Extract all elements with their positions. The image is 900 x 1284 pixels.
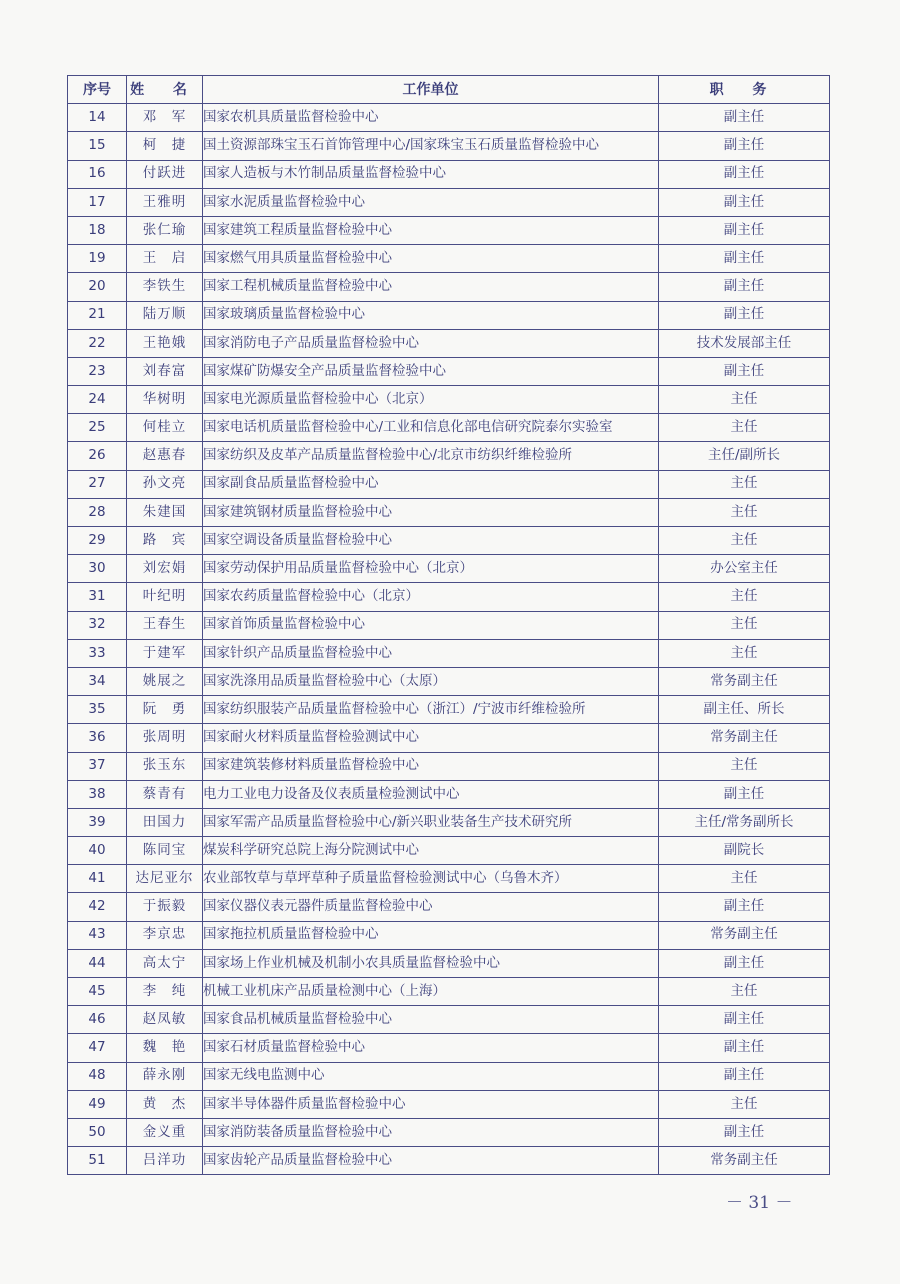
serial-number-cell: 23 xyxy=(68,357,127,385)
work-unit-cell: 国家电光源质量监督检验中心（北京） xyxy=(203,386,659,414)
table-row xyxy=(68,893,830,921)
position-cell: 副主任 xyxy=(659,188,830,216)
position-cell: 主任 xyxy=(659,865,830,893)
serial-number-cell: 35 xyxy=(68,696,127,724)
position-cell: 副主任 xyxy=(659,949,830,977)
position-cell: 常务副主任 xyxy=(659,667,830,695)
position-cell: 技术发展部主任 xyxy=(659,329,830,357)
name-cell: 刘春富 xyxy=(127,357,203,385)
serial-number-cell: 33 xyxy=(68,639,127,667)
serial-number-cell: 44 xyxy=(68,949,127,977)
serial-number-cell: 47 xyxy=(68,1034,127,1062)
work-unit-cell: 国家石材质量监督检验中心 xyxy=(203,1034,659,1062)
work-unit-cell: 国家消防电子产品质量监督检验中心 xyxy=(203,329,659,357)
position-cell: 副主任 xyxy=(659,780,830,808)
position-cell: 副主任 xyxy=(659,301,830,329)
position-cell: 常务副主任 xyxy=(659,724,830,752)
position-cell: 副主任 xyxy=(659,893,830,921)
serial-number-cell: 14 xyxy=(68,104,127,132)
table-row xyxy=(68,357,830,385)
table-row xyxy=(68,301,830,329)
serial-number-cell: 28 xyxy=(68,498,127,526)
table-row xyxy=(68,216,830,244)
position-cell: 主任 xyxy=(659,611,830,639)
name-cell: 黄 杰 xyxy=(127,1090,203,1118)
work-unit-cell: 国土资源部珠宝玉石首饰管理中心/国家珠宝玉石质量监督检验中心 xyxy=(203,132,659,160)
name-cell: 路 宾 xyxy=(127,527,203,555)
position-cell: 副主任、所长 xyxy=(659,696,830,724)
position-cell: 副主任 xyxy=(659,216,830,244)
position-cell: 副院长 xyxy=(659,837,830,865)
name-cell: 李京忠 xyxy=(127,921,203,949)
work-unit-cell: 国家煤矿防爆安全产品质量监督检验中心 xyxy=(203,357,659,385)
name-cell: 蔡青有 xyxy=(127,780,203,808)
serial-number-cell: 19 xyxy=(68,245,127,273)
name-cell: 陈同宝 xyxy=(127,837,203,865)
work-unit-cell: 国家纺织及皮革产品质量监督检验中心/北京市纺织纤维检验所 xyxy=(203,442,659,470)
name-cell: 薛永刚 xyxy=(127,1062,203,1090)
serial-number-cell: 38 xyxy=(68,780,127,808)
serial-number-cell: 36 xyxy=(68,724,127,752)
table-row xyxy=(68,245,830,273)
table-row xyxy=(68,132,830,160)
serial-number-cell: 51 xyxy=(68,1147,127,1175)
serial-number-cell: 31 xyxy=(68,583,127,611)
name-cell: 于建军 xyxy=(127,639,203,667)
name-cell: 刘宏娟 xyxy=(127,555,203,583)
work-unit-cell: 国家洗涤用品质量监督检验中心（太原） xyxy=(203,667,659,695)
name-cell: 魏 艳 xyxy=(127,1034,203,1062)
serial-number-cell: 34 xyxy=(68,667,127,695)
serial-number-cell: 24 xyxy=(68,386,127,414)
position-cell: 副主任 xyxy=(659,1062,830,1090)
table-row xyxy=(68,639,830,667)
name-cell: 吕洋功 xyxy=(127,1147,203,1175)
position-cell: 主任/常务副所长 xyxy=(659,808,830,836)
header-serial-number: 序号 xyxy=(68,76,127,104)
position-cell: 副主任 xyxy=(659,357,830,385)
header-position: 职 务 xyxy=(659,76,830,104)
serial-number-cell: 27 xyxy=(68,470,127,498)
work-unit-cell: 国家副食品质量监督检验中心 xyxy=(203,470,659,498)
work-unit-cell: 国家燃气用具质量监督检验中心 xyxy=(203,245,659,273)
table-row xyxy=(68,837,830,865)
position-cell: 副主任 xyxy=(659,104,830,132)
name-cell: 田国力 xyxy=(127,808,203,836)
work-unit-cell: 国家仪器仪表元器件质量监督检验中心 xyxy=(203,893,659,921)
position-cell: 主任 xyxy=(659,1090,830,1118)
position-cell: 副主任 xyxy=(659,1034,830,1062)
work-unit-cell: 电力工业电力设备及仪表质量检验测试中心 xyxy=(203,780,659,808)
name-cell: 张周明 xyxy=(127,724,203,752)
position-cell: 主任 xyxy=(659,498,830,526)
position-cell: 常务副主任 xyxy=(659,1147,830,1175)
serial-number-cell: 16 xyxy=(68,160,127,188)
position-cell: 主任/副所长 xyxy=(659,442,830,470)
table-row xyxy=(68,949,830,977)
position-cell: 副主任 xyxy=(659,160,830,188)
name-cell: 王艳娥 xyxy=(127,329,203,357)
serial-number-cell: 43 xyxy=(68,921,127,949)
serial-number-cell: 22 xyxy=(68,329,127,357)
name-cell: 金义重 xyxy=(127,1118,203,1146)
table-row xyxy=(68,724,830,752)
position-cell: 副主任 xyxy=(659,273,830,301)
serial-number-cell: 42 xyxy=(68,893,127,921)
name-cell: 柯 捷 xyxy=(127,132,203,160)
work-unit-cell: 国家半导体器件质量监督检验中心 xyxy=(203,1090,659,1118)
header-work-unit: 工作单位 xyxy=(203,76,659,104)
serial-number-cell: 26 xyxy=(68,442,127,470)
table-row xyxy=(68,808,830,836)
serial-number-cell: 30 xyxy=(68,555,127,583)
work-unit-cell: 国家首饰质量监督检验中心 xyxy=(203,611,659,639)
serial-number-cell: 29 xyxy=(68,527,127,555)
work-unit-cell: 国家工程机械质量监督检验中心 xyxy=(203,273,659,301)
name-cell: 高太宁 xyxy=(127,949,203,977)
serial-number-cell: 48 xyxy=(68,1062,127,1090)
page-number: － 31 － xyxy=(726,1193,793,1213)
name-cell: 孙文亮 xyxy=(127,470,203,498)
serial-number-cell: 49 xyxy=(68,1090,127,1118)
serial-number-cell: 45 xyxy=(68,978,127,1006)
position-cell: 主任 xyxy=(659,752,830,780)
table-row xyxy=(68,611,830,639)
serial-number-cell: 41 xyxy=(68,865,127,893)
work-unit-cell: 国家农药质量监督检验中心（北京） xyxy=(203,583,659,611)
work-unit-cell: 国家消防装备质量监督检验中心 xyxy=(203,1118,659,1146)
table-row xyxy=(68,1118,830,1146)
table-row xyxy=(68,470,830,498)
serial-number-cell: 21 xyxy=(68,301,127,329)
work-unit-cell: 国家无线电监测中心 xyxy=(203,1062,659,1090)
work-unit-cell: 国家齿轮产品质量监督检验中心 xyxy=(203,1147,659,1175)
position-cell: 办公室主任 xyxy=(659,555,830,583)
table-row xyxy=(68,752,830,780)
position-cell: 副主任 xyxy=(659,132,830,160)
work-unit-cell: 国家拖拉机质量监督检验中心 xyxy=(203,921,659,949)
name-cell: 王雅明 xyxy=(127,188,203,216)
work-unit-cell: 国家建筑装修材料质量监督检验中心 xyxy=(203,752,659,780)
table-row xyxy=(68,865,830,893)
work-unit-cell: 国家劳动保护用品质量监督检验中心（北京） xyxy=(203,555,659,583)
position-cell: 主任 xyxy=(659,470,830,498)
name-cell: 邓 军 xyxy=(127,104,203,132)
work-unit-cell: 国家人造板与木竹制品质量监督检验中心 xyxy=(203,160,659,188)
table-row xyxy=(68,1006,830,1034)
personnel-table xyxy=(67,75,830,1175)
work-unit-cell: 国家建筑钢材质量监督检验中心 xyxy=(203,498,659,526)
table-row xyxy=(68,583,830,611)
position-cell: 副主任 xyxy=(659,1006,830,1034)
table-row xyxy=(68,160,830,188)
name-cell: 阮 勇 xyxy=(127,696,203,724)
work-unit-cell: 国家电话机质量监督检验中心/工业和信息化部电信研究院泰尔实验室 xyxy=(203,414,659,442)
table-row xyxy=(68,921,830,949)
table-row xyxy=(68,104,830,132)
name-cell: 赵惠春 xyxy=(127,442,203,470)
table-row xyxy=(68,696,830,724)
work-unit-cell: 国家纺织服装产品质量监督检验中心（浙江）/宁波市纤维检验所 xyxy=(203,696,659,724)
serial-number-cell: 37 xyxy=(68,752,127,780)
serial-number-cell: 25 xyxy=(68,414,127,442)
name-cell: 赵凤敏 xyxy=(127,1006,203,1034)
work-unit-cell: 国家耐火材料质量监督检验测试中心 xyxy=(203,724,659,752)
name-cell: 付跃进 xyxy=(127,160,203,188)
serial-number-cell: 32 xyxy=(68,611,127,639)
position-cell: 主任 xyxy=(659,639,830,667)
work-unit-cell: 国家食品机械质量监督检验中心 xyxy=(203,1006,659,1034)
table-row xyxy=(68,1090,830,1118)
serial-number-cell: 40 xyxy=(68,837,127,865)
name-cell: 王春生 xyxy=(127,611,203,639)
work-unit-cell: 国家空调设备质量监督检验中心 xyxy=(203,527,659,555)
position-cell: 副主任 xyxy=(659,245,830,273)
table-row xyxy=(68,667,830,695)
serial-number-cell: 18 xyxy=(68,216,127,244)
table-row xyxy=(68,555,830,583)
position-cell: 主任 xyxy=(659,414,830,442)
name-cell: 何桂立 xyxy=(127,414,203,442)
position-cell: 常务副主任 xyxy=(659,921,830,949)
work-unit-cell: 煤炭科学研究总院上海分院测试中心 xyxy=(203,837,659,865)
table-row xyxy=(68,329,830,357)
table-row xyxy=(68,442,830,470)
work-unit-cell: 国家水泥质量监督检验中心 xyxy=(203,188,659,216)
name-cell: 张玉东 xyxy=(127,752,203,780)
serial-number-cell: 20 xyxy=(68,273,127,301)
position-cell: 主任 xyxy=(659,527,830,555)
position-cell: 主任 xyxy=(659,978,830,1006)
work-unit-cell: 机械工业机床产品质量检测中心（上海） xyxy=(203,978,659,1006)
table-header-row xyxy=(68,76,830,104)
table-row xyxy=(68,188,830,216)
table-row xyxy=(68,780,830,808)
work-unit-cell: 国家军需产品质量监督检验中心/新兴职业装备生产技术研究所 xyxy=(203,808,659,836)
position-cell: 主任 xyxy=(659,583,830,611)
work-unit-cell: 国家场上作业机械及机制小农具质量监督检验中心 xyxy=(203,949,659,977)
name-cell: 李铁生 xyxy=(127,273,203,301)
name-cell: 于振毅 xyxy=(127,893,203,921)
name-cell: 达尼亚尔 xyxy=(127,865,203,893)
name-cell: 王 启 xyxy=(127,245,203,273)
work-unit-cell: 国家农机具质量监督检验中心 xyxy=(203,104,659,132)
work-unit-cell: 农业部牧草与草坪草种子质量监督检验测试中心（乌鲁木齐） xyxy=(203,865,659,893)
name-cell: 叶纪明 xyxy=(127,583,203,611)
work-unit-cell: 国家针织产品质量监督检验中心 xyxy=(203,639,659,667)
work-unit-cell: 国家建筑工程质量监督检验中心 xyxy=(203,216,659,244)
serial-number-cell: 50 xyxy=(68,1118,127,1146)
serial-number-cell: 15 xyxy=(68,132,127,160)
table-row xyxy=(68,414,830,442)
serial-number-cell: 17 xyxy=(68,188,127,216)
work-unit-cell: 国家玻璃质量监督检验中心 xyxy=(203,301,659,329)
table-row xyxy=(68,1147,830,1175)
serial-number-cell: 46 xyxy=(68,1006,127,1034)
serial-number-cell: 39 xyxy=(68,808,127,836)
position-cell: 副主任 xyxy=(659,1118,830,1146)
table-row xyxy=(68,273,830,301)
name-cell: 张仁瑜 xyxy=(127,216,203,244)
name-cell: 华树明 xyxy=(127,386,203,414)
table-row xyxy=(68,498,830,526)
table-row xyxy=(68,1062,830,1090)
table-row xyxy=(68,1034,830,1062)
name-cell: 陆万顺 xyxy=(127,301,203,329)
position-cell: 主任 xyxy=(659,386,830,414)
name-cell: 朱建国 xyxy=(127,498,203,526)
table-row xyxy=(68,527,830,555)
table-row xyxy=(68,386,830,414)
header-name: 姓 名 xyxy=(127,76,203,104)
name-cell: 姚展之 xyxy=(127,667,203,695)
name-cell: 李 纯 xyxy=(127,978,203,1006)
table-row xyxy=(68,978,830,1006)
